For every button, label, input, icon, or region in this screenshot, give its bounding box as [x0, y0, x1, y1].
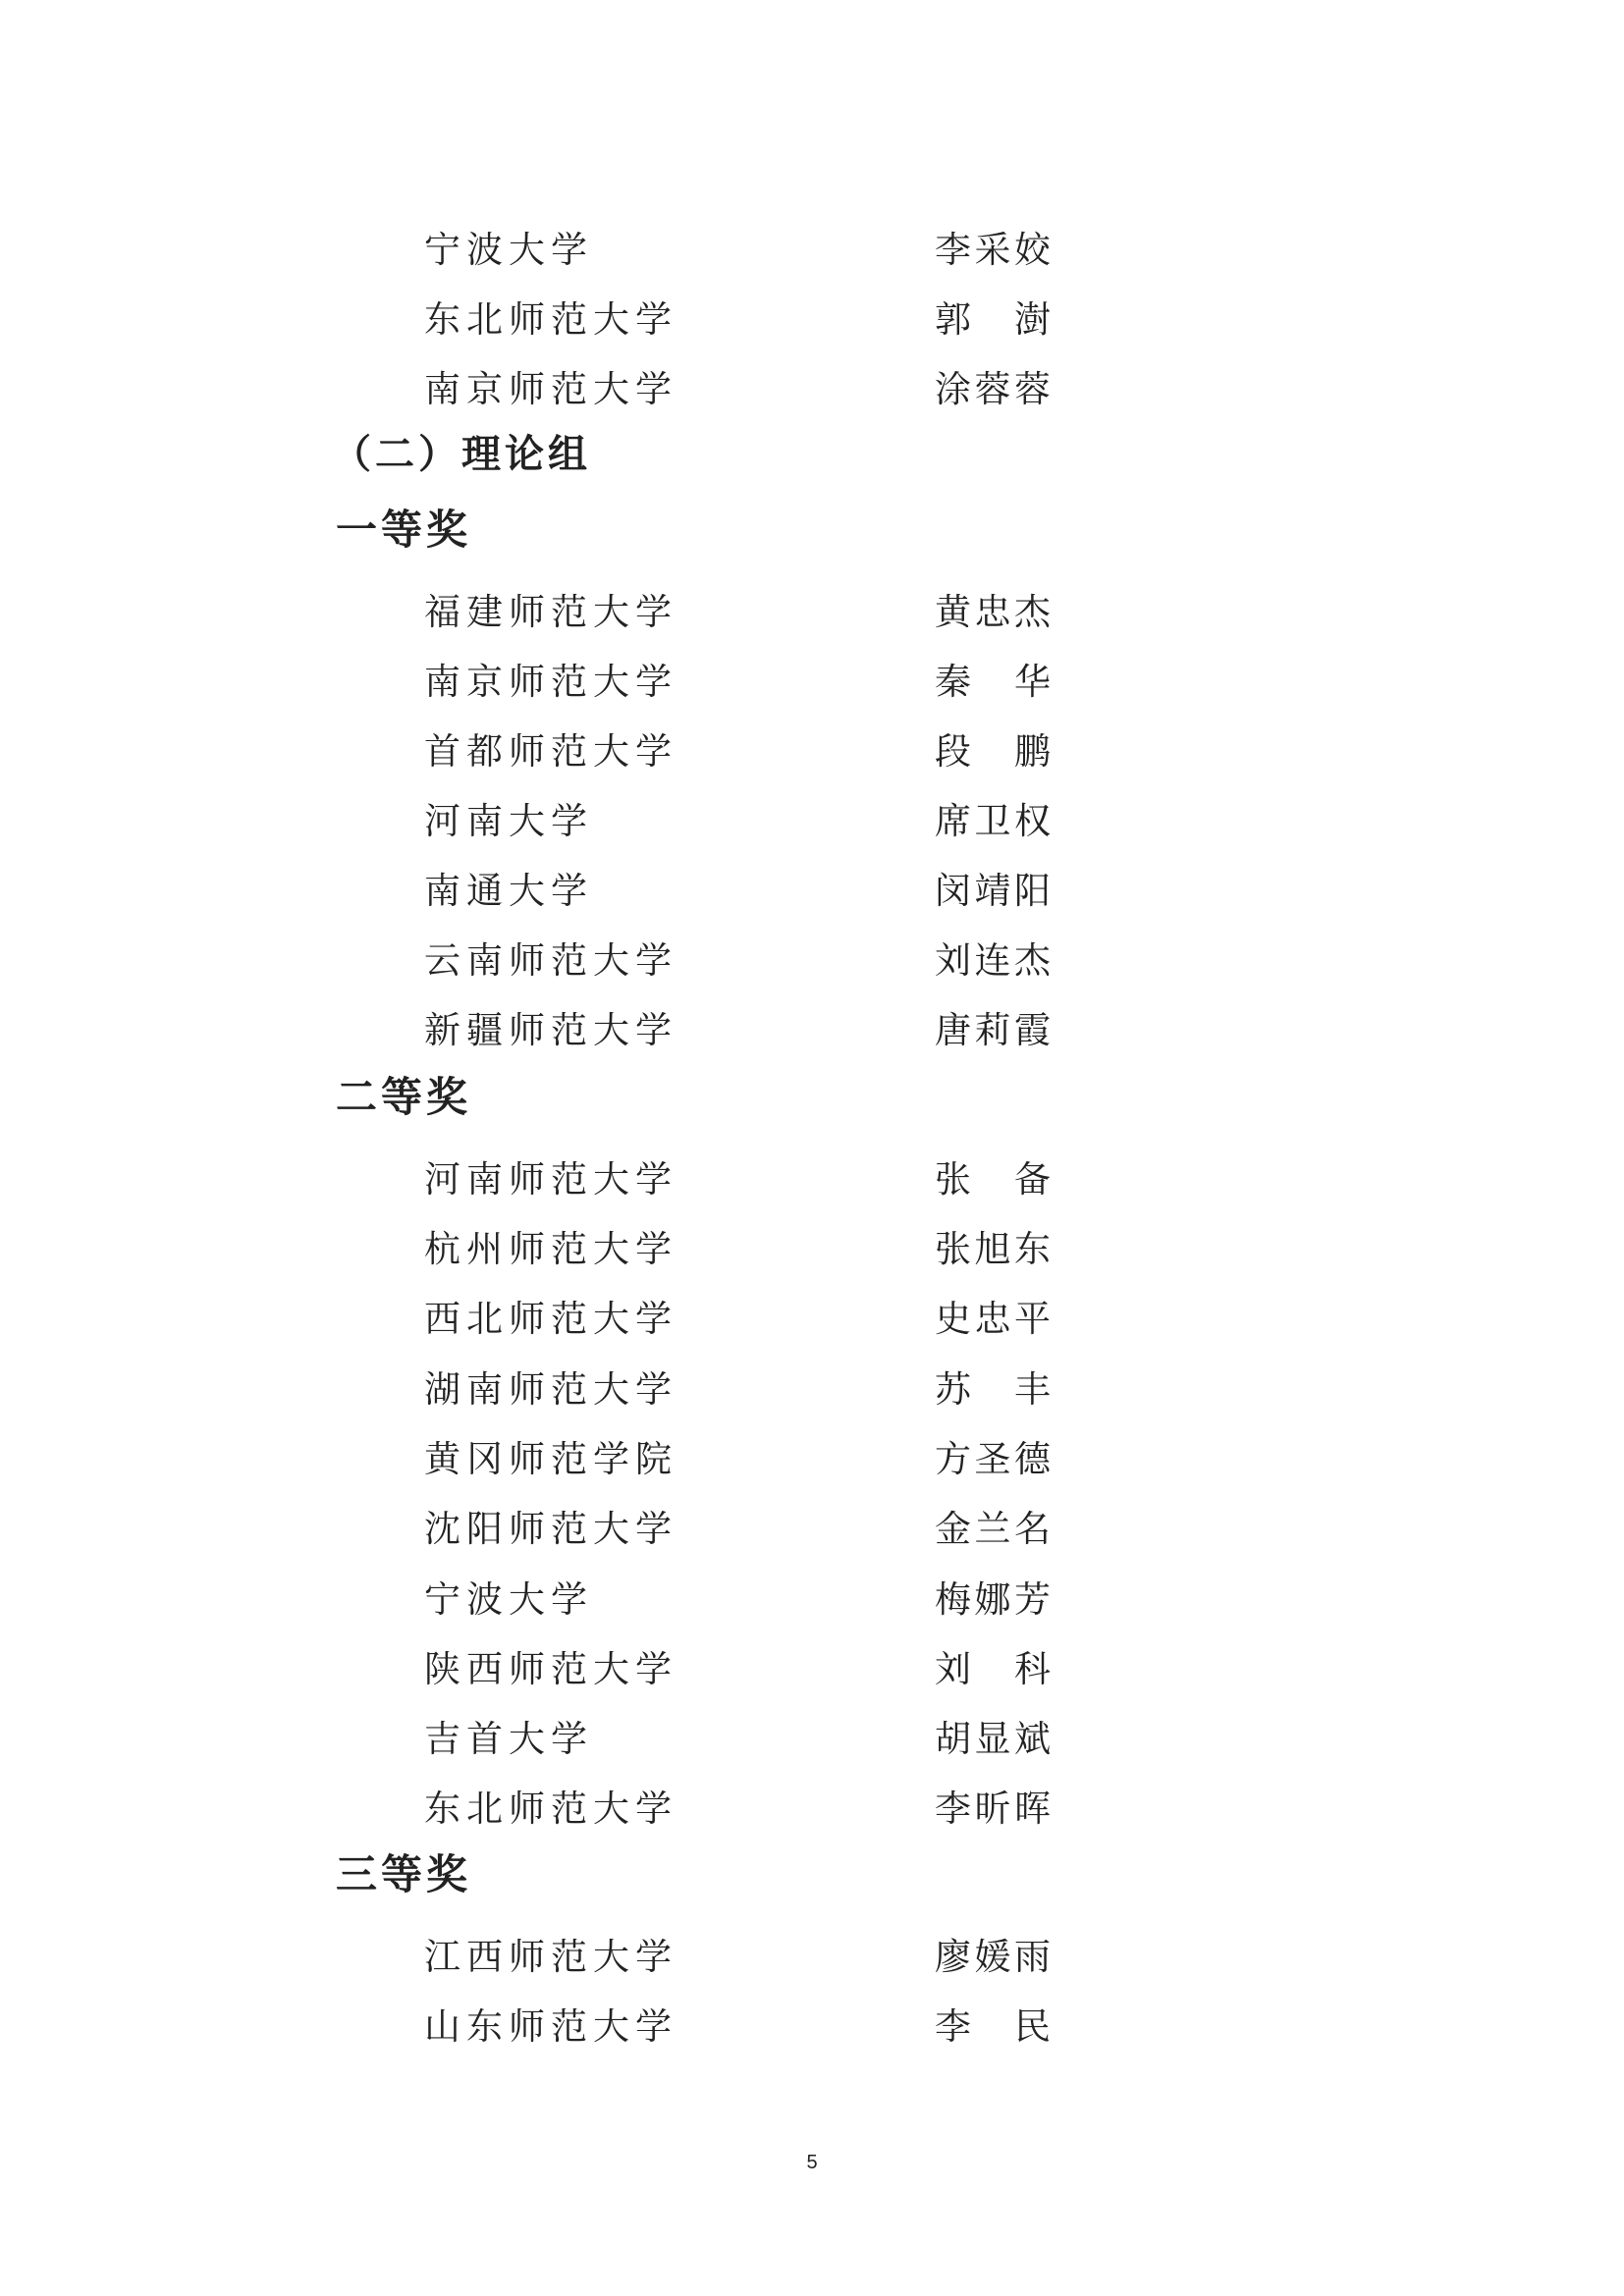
winner-name: 金兰名: [935, 1508, 1051, 1550]
list-item: [0, 1001, 1624, 1060]
institution-name: 西北师范大学: [424, 1298, 677, 1340]
list-item: [0, 1500, 1624, 1559]
winner-name: 郭 澍: [935, 298, 1051, 341]
list-item: [0, 291, 1624, 349]
list-item: [0, 1998, 1624, 2056]
list-item: [0, 862, 1624, 921]
list-item: [0, 221, 1624, 280]
institution-name: 宁波大学: [424, 229, 593, 271]
institution-name: 东北师范大学: [424, 1788, 677, 1830]
institution-name: 首都师范大学: [424, 730, 677, 773]
list-item: [0, 932, 1624, 990]
list-item: [0, 1640, 1624, 1699]
winner-name: 廖媛雨: [935, 1936, 1051, 1978]
winner-name: 方圣德: [935, 1438, 1051, 1480]
institution-name: 黄冈师范学院: [424, 1438, 677, 1480]
institution-name: 山东师范大学: [424, 2005, 677, 2048]
institution-name: 新疆师范大学: [424, 1009, 677, 1051]
winner-name: 闵靖阳: [935, 870, 1051, 912]
institution-name: 陕西师范大学: [424, 1648, 677, 1690]
list-item: [0, 1710, 1624, 1769]
winner-name: 张 备: [935, 1158, 1051, 1201]
second-prize-heading: 二等奖: [336, 1073, 472, 1121]
winner-name: 席卫权: [935, 800, 1051, 842]
winner-name: 张旭东: [935, 1228, 1051, 1270]
winner-name: 唐莉霞: [935, 1009, 1051, 1051]
institution-name: 南京师范大学: [424, 661, 677, 703]
winner-name: 涂蓉蓉: [935, 368, 1051, 410]
first-prize-heading: 一等奖: [336, 506, 472, 554]
winner-name: 苏 丰: [935, 1368, 1051, 1411]
institution-name: 宁波大学: [424, 1578, 593, 1621]
list-item: [0, 653, 1624, 712]
institution-name: 南京师范大学: [424, 368, 677, 410]
institution-name: 沈阳师范大学: [424, 1508, 677, 1550]
winner-name: 李采姣: [935, 229, 1051, 271]
institution-name: 江西师范大学: [424, 1936, 677, 1978]
third-prize-heading: 三等奖: [336, 1850, 472, 1898]
winner-name: 李 民: [935, 2005, 1051, 2048]
list-item: [0, 1780, 1624, 1839]
list-item: [0, 583, 1624, 642]
list-item: [0, 1220, 1624, 1279]
list-item: [0, 1290, 1624, 1349]
list-item: [0, 1571, 1624, 1629]
winner-name: 胡显斌: [935, 1718, 1051, 1760]
winner-name: 李昕晖: [935, 1788, 1051, 1830]
winner-name: 段 鹏: [935, 730, 1051, 773]
winner-name: 秦 华: [935, 661, 1051, 703]
winner-name: 史忠平: [935, 1298, 1051, 1340]
institution-name: 湖南师范大学: [424, 1368, 677, 1411]
institution-name: 东北师范大学: [424, 298, 677, 341]
institution-name: 杭州师范大学: [424, 1228, 677, 1270]
page-number: 5: [806, 2152, 818, 2173]
winner-name: 黄忠杰: [935, 591, 1051, 633]
institution-name: 河南大学: [424, 800, 593, 842]
list-item: [0, 360, 1624, 419]
list-item: [0, 1430, 1624, 1489]
winner-name: 梅娜芳: [935, 1578, 1051, 1621]
list-item: [0, 1928, 1624, 1987]
list-item: [0, 722, 1624, 781]
list-item: [0, 1361, 1624, 1419]
list-item: [0, 1150, 1624, 1209]
winner-name: 刘连杰: [935, 939, 1051, 982]
institution-name: 河南师范大学: [424, 1158, 677, 1201]
section-title: （二）理论组: [332, 432, 591, 477]
institution-name: 福建师范大学: [424, 591, 677, 633]
institution-name: 吉首大学: [424, 1718, 593, 1760]
institution-name: 南通大学: [424, 870, 593, 912]
list-item: [0, 792, 1624, 851]
institution-name: 云南师范大学: [424, 939, 677, 982]
winner-name: 刘 科: [935, 1648, 1051, 1690]
